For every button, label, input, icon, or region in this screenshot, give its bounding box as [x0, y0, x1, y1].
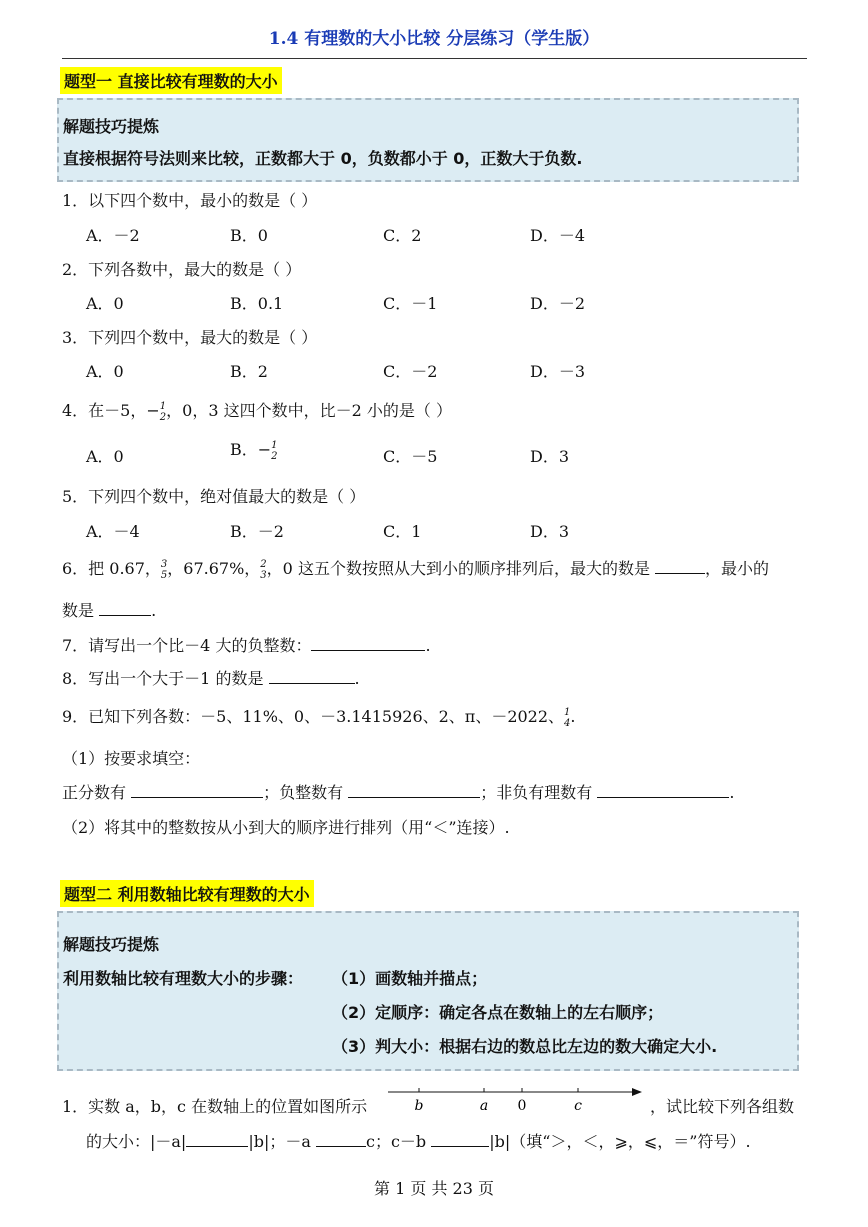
number-line-figure: [386, 1085, 644, 1117]
q4-option-b-fraction: [271, 440, 277, 462]
q9-fill-line: [62, 780, 734, 803]
q8-text: 8．写出一个大于－1 的数是: [62, 669, 264, 688]
q3-option-d: D．－3: [530, 362, 586, 381]
q3-stem: 3．下列四个数中，最大的数是（ ）: [62, 328, 318, 347]
q1-option-d: D．－4: [530, 226, 586, 245]
q4-stem-part-b: ，0，3 这四个数中，比－2 小的是（ ）: [166, 401, 452, 420]
q9-stem: [62, 704, 576, 729]
answer-blank[interactable]: [431, 1132, 489, 1147]
q5-option-c: C．1: [383, 522, 422, 541]
fraction-denominator: 3: [260, 569, 267, 581]
fraction-numerator: 1: [159, 400, 167, 412]
s2q1-part-c: c；c－b: [366, 1132, 427, 1151]
answer-blank[interactable]: [131, 783, 263, 798]
q9-text: 9．已知下列各数：－5、11%、0、－3.1415926、2、π、－2022、: [62, 707, 565, 726]
section-1-heading: 题型一 直接比较有理数的大小: [60, 67, 282, 94]
s2q1-stem-b: ，试比较下列各组数: [650, 1097, 795, 1116]
q1-option-b: B．0: [230, 226, 268, 245]
period: .: [151, 601, 157, 620]
q6-part-d: ，最小的: [705, 559, 770, 578]
q5-option-d: D．3: [530, 522, 570, 541]
q5-stem: 5．下列四个数中，绝对值最大的数是（ ）: [62, 487, 366, 506]
fraction-numerator: 1: [564, 706, 571, 718]
answer-blank[interactable]: [316, 1132, 366, 1147]
q4-option-c: C．－5: [383, 447, 438, 466]
period: .: [425, 636, 431, 655]
answer-blank[interactable]: [348, 783, 480, 798]
axis-label-a: a: [479, 1098, 489, 1114]
q6-part-b: ，67.67%，: [167, 559, 261, 578]
fraction-numerator: 3: [160, 558, 168, 570]
q2-option-d: D．－2: [530, 294, 586, 313]
fraction-denominator: 4: [564, 717, 571, 729]
q3-option-b: B．2: [230, 362, 268, 381]
answer-blank[interactable]: [597, 783, 729, 798]
q9-label-nonnegative-rationals: ；非负有理数有: [480, 783, 593, 802]
tips-step-3: （3）判大小：根据右边的数总比左边的数大确定大小.: [332, 1037, 718, 1056]
fraction-numerator: 1: [271, 439, 278, 451]
s2q1-part-b: |b|；－a: [248, 1132, 311, 1151]
q4-stem: [62, 398, 452, 423]
q9-label-positive-fractions: 正分数有: [62, 783, 127, 802]
axis-label-zero: 0: [517, 1098, 527, 1114]
answer-blank[interactable]: [655, 559, 705, 574]
minus-sign: −: [257, 440, 272, 459]
q1-stem: 1．以下四个数中，最小的数是（ ）: [62, 191, 318, 210]
s2q1-line-2: [86, 1129, 751, 1152]
q5-option-b: B．－2: [230, 522, 284, 541]
q2-option-c: C．－1: [383, 294, 438, 313]
q5-option-a: A．－4: [86, 522, 140, 541]
q2-option-a: A．0: [86, 294, 124, 313]
q6-part-c: ，0 这五个数按照从大到小的顺序排列后，最大的数是: [266, 559, 650, 578]
q6-part-a: 6．把 0.67，: [62, 559, 161, 578]
section-2-heading: 题型二 利用数轴比较有理数的大小: [60, 880, 314, 907]
q4-stem-part-a: 4．在－5，: [62, 401, 147, 420]
tips-title-1: 解题技巧提炼: [63, 117, 160, 136]
s2q1-part-a: 的大小：|－a|: [86, 1132, 187, 1151]
answer-blank[interactable]: [311, 636, 425, 651]
q8-stem: [62, 666, 360, 689]
tips-step-1: （1）画数轴并描点；: [332, 969, 488, 988]
page-title: 1.4 有理数的大小比较 分层练习（学生版）: [268, 29, 600, 49]
page-footer: 第 1 页 共 23 页: [374, 1179, 494, 1198]
fraction-denominator: 2: [271, 450, 278, 462]
q4-option-b: [230, 437, 278, 462]
q2-stem: 2．下列各数中，最大的数是（ ）: [62, 260, 302, 279]
q7-text: 7．请写出一个比－4 大的负整数：: [62, 636, 312, 655]
tips-box-1: [57, 98, 799, 182]
period: .: [354, 669, 360, 688]
q6-stem: [62, 556, 769, 581]
s2q1-part-d: |b|（填“＞，＜，⩾，⩽，＝”符号）.: [489, 1132, 751, 1151]
title-rule: [62, 58, 807, 59]
tips-step-intro: 利用数轴比较有理数大小的步骤：: [63, 969, 304, 988]
fraction-denominator: 5: [160, 569, 168, 581]
answer-blank[interactable]: [186, 1132, 248, 1147]
axis-label-c: c: [574, 1098, 582, 1114]
q3-option-a: A．0: [86, 362, 124, 381]
q2-option-b: B．0.1: [230, 294, 284, 313]
period: .: [729, 783, 735, 802]
q6-line-2: [62, 598, 156, 621]
tips-step-2: （2）定顺序：确定各点在数轴上的左右顺序；: [332, 1003, 664, 1022]
q9-sub-1: （1）按要求填空：: [62, 749, 201, 768]
q3-option-c: C．－2: [383, 362, 438, 381]
q9-label-negative-integers: ；负整数有: [263, 783, 344, 802]
axis-label-b: b: [414, 1098, 424, 1114]
answer-blank[interactable]: [99, 601, 151, 616]
arrow-head-icon: [632, 1088, 642, 1096]
q4-option-d: D．3: [530, 447, 570, 466]
fraction-denominator: 2: [159, 411, 167, 423]
fraction-numerator: 2: [260, 558, 267, 570]
q1-option-a: A．－2: [86, 226, 140, 245]
q1-option-c: C．2: [383, 226, 422, 245]
tips-text-1: 直接根据符号法则来比较，正数都大于 0，负数都小于 0，正数大于负数.: [63, 149, 583, 168]
q7-stem: [62, 633, 431, 656]
period: .: [570, 707, 576, 726]
minus-sign: −: [146, 401, 160, 420]
tips-title-2: 解题技巧提炼: [63, 935, 160, 954]
s2q1-stem-a: 1．实数 a，b，c 在数轴上的位置如图所示: [62, 1097, 368, 1116]
q9-sub-2: （2）将其中的整数按从小到大的顺序进行排列（用“＜”连接）.: [62, 818, 510, 837]
q4-option-b-label: B．: [230, 440, 258, 459]
q6-line-2-text: 数是: [62, 601, 95, 620]
q4-option-a: A．0: [86, 447, 124, 466]
answer-blank[interactable]: [269, 669, 355, 684]
